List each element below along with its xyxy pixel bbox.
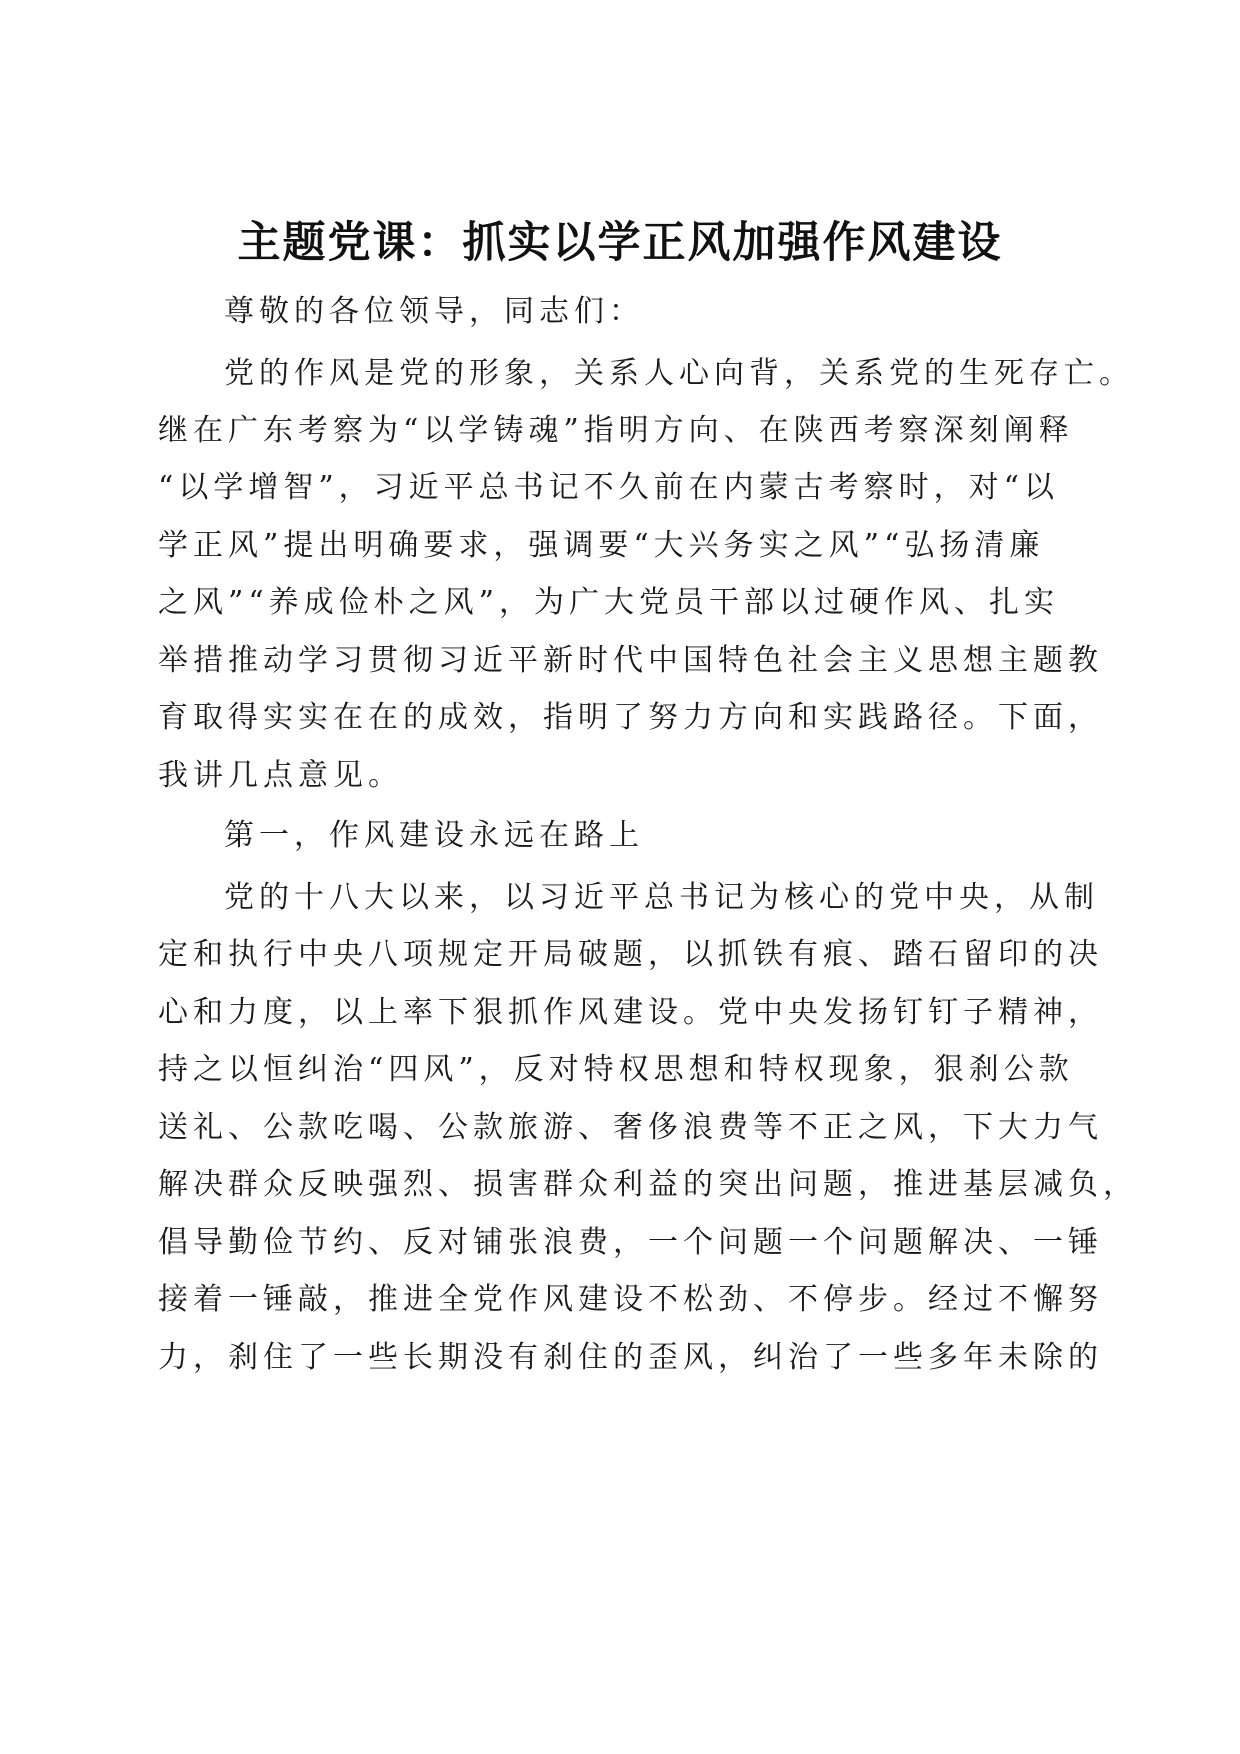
paragraph-line: 解决群众反映强烈、损害群众利益的突出问题，推进基层减负， [158, 1167, 1138, 1202]
paragraph-line: 党的十八大以来，以习近平总书记为核心的党中央，从制 [224, 880, 1099, 915]
paragraph-line: 举措推动学习贯彻习近平新时代中国特色社会主义思想主题教 [158, 643, 1103, 678]
paragraph-line: 定和执行中央八项规定开局破题，以抓铁有痕、踏石留印的决 [158, 937, 1103, 972]
paragraph-line: 继在广东考察为“以学铸魂”指明方向、在陕西考察深刻阐释 [158, 413, 1074, 448]
paragraph-line: 持之以恒纠治“四风”，反对特权思想和特权现象，狠刹公款 [158, 1052, 1074, 1087]
paragraph-line: 之风”“养成俭朴之风”，为广大党员干部以过硬作风、扎实 [158, 585, 1060, 620]
paragraph-line: 倡导勤俭节约、反对铺张浪费，一个问题一个问题解决、一锤 [158, 1225, 1103, 1260]
paragraph-line: 接着一锤敲，推进全党作风建设不松劲、不停步。经过不懈努 [158, 1282, 1103, 1317]
paragraph-line: 党的作风是党的形象，关系人心向背，关系党的生死存亡。 [224, 356, 1134, 391]
paragraph-line: 我讲几点意见。 [158, 758, 403, 793]
salutation: 尊敬的各位领导，同志们： [224, 294, 644, 329]
paragraph-line: “以学增智”，习近平总书记不久前在内蒙古考察时，对“以 [158, 470, 1060, 505]
section-heading: 第一，作风建设永远在路上 [224, 818, 644, 853]
paragraph-line: 送礼、公款吃喝、公款旅游、奢侈浪费等不正之风，下大力气 [158, 1110, 1103, 1145]
paragraph-line: 育取得实实在在的成效，指明了努力方向和实践路径。下面， [158, 700, 1103, 735]
paragraph-line: 心和力度，以上率下狠抓作风建设。党中央发扬钉钉子精神， [158, 995, 1103, 1030]
paragraph-line: 力，刹住了一些长期没有刹住的歪风，纠治了一些多年未除的 [158, 1340, 1103, 1375]
page-title: 主题党课：抓实以学正风加强作风建设 [237, 218, 1003, 268]
paragraph-line: 学正风”提出明确要求，强调要“大兴务实之风”“弘扬清廉 [158, 528, 1045, 563]
